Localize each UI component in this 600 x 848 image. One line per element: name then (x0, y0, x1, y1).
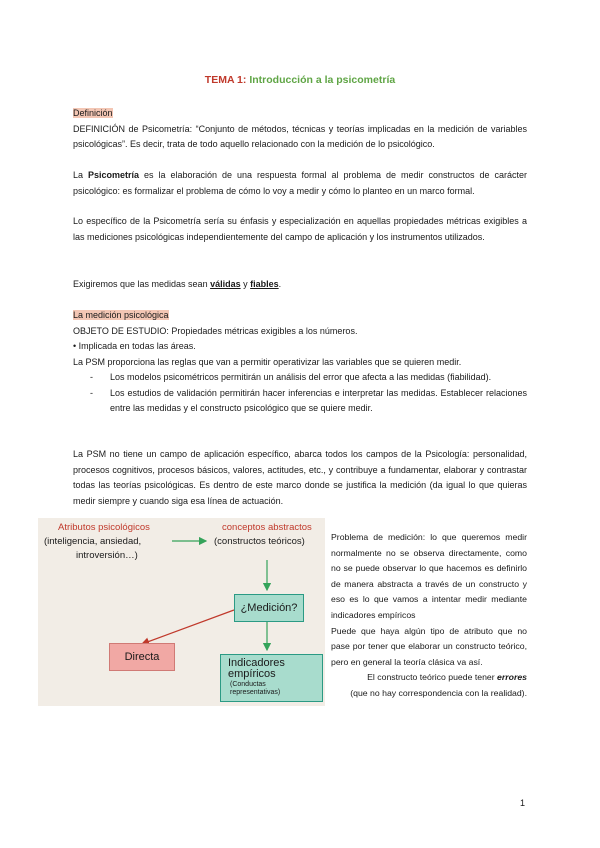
title-number: TEMA 1: (204, 74, 247, 86)
conceptos-sub: (constructos teóricos) (214, 536, 305, 547)
dash: - (90, 387, 93, 398)
paragraph-especifico: Lo específico de la Psicometría sería su énfasis y especialización en aquellas propiedades métricas exigibles a las mediciones psicológicas independientemente del campo de aplicación y los instrumentos utilizados. (73, 216, 527, 242)
title-text: Introducción a la psicometría (249, 74, 396, 86)
indicadores-box (220, 654, 323, 702)
side-p1: Problema de medición: lo que queremos medir normalmente no se observa directamente, como no se puede observar lo que hacemos es definirlo de manera abstracta a través de un constructo y eso es lo que vamos a intentar medir mediante indicadores empíricos (331, 532, 527, 620)
page-title (0, 74, 600, 86)
atributos-sub2: introversión…) (76, 550, 138, 561)
psm-reglas: La PSM proporciona las reglas que van a permitir operativizar las variables que se quieren medir. (73, 356, 462, 367)
heading-medicion: La medición psicológica (73, 310, 169, 320)
directa-box (109, 643, 175, 671)
fiables: fiables (250, 279, 279, 289)
bullet-text: Los estudios de validación permitirán hacer inferencias e interpretar las medidas. Establecer relaciones entre las medidas y el constructo psicológico que se quiere medir. (110, 387, 527, 414)
indicadores-label-2: empíricos (228, 668, 276, 680)
paragraph-psicometria (73, 168, 527, 199)
errores: errores (497, 672, 527, 683)
objeto-estudio: OBJETO DE ESTUDIO: Propiedades métricas exigibles a los números. (73, 325, 358, 336)
def-text: “Conjunto de métodos, técnicas y teorías implicadas en la medición de variables psicológicas”. Es decir, trata de todo aquello relacionado con la medición de lo psicológico. (73, 123, 528, 150)
section-definicion (73, 106, 527, 153)
medicion-box (234, 594, 304, 622)
conceptos-title: conceptos abstractos (222, 522, 312, 533)
p4-end: . (278, 279, 282, 289)
directa-label: Directa (124, 651, 160, 663)
p2-text: es la elaboración de una respuesta formal al problema de medir constructos de carácter psicológico: es formalizar el problema de cómo lo voy a medir y cómo lo planteo en un marco formal. (73, 170, 527, 196)
medicion-label: ¿Medición? (240, 602, 298, 614)
conductas-label-2: representativas) (230, 689, 281, 696)
validas: válidas (210, 279, 241, 289)
indicadores-label-1: Indicadores (228, 657, 285, 669)
paragraph-campo: La PSM no tiene un campo de aplicación específico, abarca todos los campos de la Psicología: personalidad, procesos cognitivos, procesos básicos, valores, actitudes, etc., y contribuye a fundamentar, elaborar y contrastar todas las teorías psicológicas. Es dentro de este marco donde se justifica la medición (da igual lo que quieras medir siempre y cuando siga esa línea de actuación. (73, 449, 527, 506)
p2-pre: La (73, 170, 88, 180)
def-label: DEFINICIÓN de Psicometría: (73, 123, 193, 134)
side-p3 (331, 670, 527, 701)
p4-y: y (240, 279, 251, 289)
list-item (90, 386, 527, 417)
bullet-list (90, 370, 527, 417)
arrow-medicion-directa (142, 610, 234, 644)
side-p3-pre: El constructo teórico puede tener (367, 672, 498, 683)
dash: - (90, 372, 93, 382)
paragraph-exigiremos (73, 277, 527, 293)
measurement-diagram (38, 518, 325, 706)
side-p3-rest: (que no hay correspondencia con la realidad). (350, 687, 527, 698)
bullet-text: Los modelos psicométricos permitirán un análisis del error que afecta a las medidas (fiabilidad). (110, 372, 492, 382)
atributos-title: Atributos psicológicos (58, 522, 150, 533)
list-item (90, 370, 527, 386)
conductas-label-1: (Conductas (230, 681, 266, 688)
page-number: 1 (520, 798, 526, 808)
psicometria-bold: Psicometría (88, 170, 140, 180)
p4-pre: Exigiremos que las medidas sean (73, 279, 211, 289)
atributos-sub1: (inteligencia, ansiedad, (44, 536, 142, 547)
section-medicion (73, 308, 527, 370)
side-p2: Puede que haya algún tipo de atributo que no pase por tener que elaborar un constructo teórico, pero en general la teoría clásica va así. (331, 625, 527, 667)
implicada: • Implicada en todas las áreas. (73, 341, 196, 352)
heading-definicion: Definición (73, 108, 113, 118)
side-explanation (331, 530, 527, 702)
